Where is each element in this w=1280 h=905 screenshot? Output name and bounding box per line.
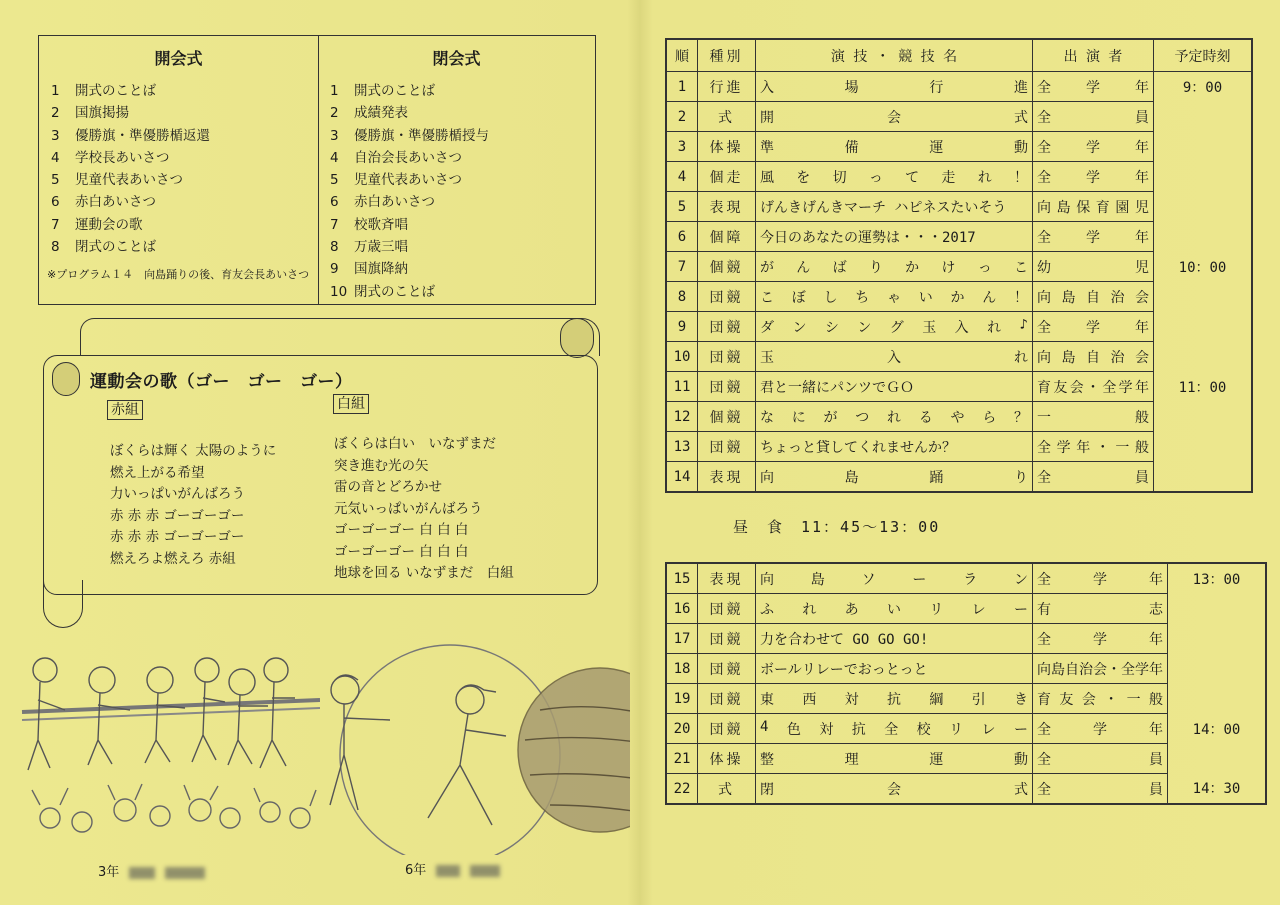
row-number: 19 <box>666 684 698 714</box>
opening-ceremony <box>39 36 319 304</box>
schedule-row <box>666 624 1266 654</box>
redacted-name <box>165 867 205 879</box>
item-text: 児童代表あいさつ <box>75 172 183 189</box>
item-number: 6 <box>51 194 60 211</box>
row-number: 10 <box>666 342 698 372</box>
song-title: 運動会の歌（ゴー ゴー ゴー） <box>90 372 353 392</box>
row-performer: 向 島 保 育 園 児 <box>1033 192 1154 222</box>
schedule-row <box>666 372 1252 402</box>
row-performer: 向 島 自 治 会 <box>1033 282 1154 312</box>
closing-ceremony <box>318 36 595 304</box>
row-type: 表現 <box>698 462 756 493</box>
item-number: 4 <box>51 149 60 166</box>
row-program: ダ ン シ ン グ 玉 入 れ ♪ <box>756 312 1033 342</box>
row-number: 12 <box>666 402 698 432</box>
row-time <box>1168 594 1267 624</box>
schedule-row <box>666 774 1266 805</box>
row-type: 団競 <box>698 432 756 462</box>
lyric-line: 雷の音とどろかせ <box>334 479 442 495</box>
row-program: 今日のあなたの運勢は・・・2017 <box>756 222 1033 252</box>
row-number: 18 <box>666 654 698 684</box>
schedule-row <box>666 563 1266 594</box>
schedule-row <box>666 132 1252 162</box>
opening-item <box>51 236 210 258</box>
row-type: 個競 <box>698 402 756 432</box>
item-text: 開式のことば <box>354 83 435 99</box>
row-performer: 育 友 会 ・ 一 般 <box>1033 684 1168 714</box>
row-program: 向 島 ソ ー ラ ン <box>756 563 1033 594</box>
grade-label-6: 6年 <box>405 863 427 878</box>
lyric-line: ぼくらは白い いなずまだ <box>334 436 496 452</box>
row-number: 13 <box>666 432 698 462</box>
row-number: 21 <box>666 744 698 774</box>
row-type: 団競 <box>698 282 756 312</box>
row-time: 9：00 <box>1154 72 1253 102</box>
row-performer: 全 学 年 <box>1033 714 1168 744</box>
item-text: 運動会の歌 <box>75 216 143 233</box>
row-number: 2 <box>666 102 698 132</box>
row-program: 風 を 切 っ て 走 れ ！ <box>756 162 1033 192</box>
schedule-row <box>666 744 1266 774</box>
schedule-row <box>666 714 1266 744</box>
schedule-row <box>666 654 1266 684</box>
row-performer: 向 島 自 治 会 <box>1033 342 1154 372</box>
item-text: 成績発表 <box>354 105 408 122</box>
row-number: 11 <box>666 372 698 402</box>
schedule-row <box>666 192 1252 222</box>
row-type: 団競 <box>698 624 756 654</box>
row-type: 体操 <box>698 744 756 774</box>
row-type: 行進 <box>698 72 756 102</box>
tug-of-war-drawing <box>20 640 320 860</box>
item-text: 万歳三唱 <box>354 239 408 256</box>
white-team-lyrics <box>334 434 514 585</box>
row-performer: 全 学 年 <box>1033 72 1154 102</box>
red-team-lyrics <box>110 441 276 570</box>
row-performer: 全 学 年 <box>1033 563 1168 594</box>
row-number: 22 <box>666 774 698 805</box>
row-type: 団競 <box>698 684 756 714</box>
item-number: 1 <box>51 83 60 99</box>
row-number: 15 <box>666 563 698 594</box>
row-type: 個競 <box>698 252 756 282</box>
schedule-row <box>666 102 1252 132</box>
lyric-line: 燃え上がる希望 <box>110 464 205 481</box>
row-number: 17 <box>666 624 698 654</box>
row-number: 3 <box>666 132 698 162</box>
item-number: 2 <box>330 105 339 122</box>
row-time <box>1154 312 1253 342</box>
item-number: 8 <box>51 239 60 256</box>
row-performer: 全 学 年 <box>1033 312 1154 342</box>
header-performer: 出 演 者 <box>1033 39 1154 72</box>
scroll-top-edge <box>80 318 600 356</box>
item-text: 優勝旗・準優勝楯授与 <box>354 127 489 144</box>
grade-label-3: 3年 <box>98 865 120 880</box>
item-number: 9 <box>330 261 339 278</box>
row-performer: 全 学 年 ・ 一 般 <box>1033 432 1154 462</box>
row-program: な に が つ れ る や ら ？ <box>756 402 1033 432</box>
schedule-row <box>666 312 1252 342</box>
item-number: 10 <box>330 283 348 300</box>
row-time <box>1168 624 1267 654</box>
item-text: 赤白あいさつ <box>354 194 435 211</box>
lyric-line: ぼくらは輝く 太陽のように <box>110 443 277 459</box>
closing-item <box>330 214 489 236</box>
item-number: 7 <box>330 216 339 233</box>
scroll-bottom-roll <box>43 580 83 628</box>
lunch-break: 昼 食 11：45〜13：00 <box>733 518 941 536</box>
opening-title: 開会式 <box>154 49 203 68</box>
row-time: 11：00 <box>1154 372 1253 402</box>
lyric-line: 燃えろよ燃えろ 赤組 <box>110 550 236 567</box>
row-performer: 全 員 <box>1033 744 1168 774</box>
scroll-curl-right <box>560 318 594 358</box>
row-program: ふ れ あ い リ レ ー <box>756 594 1033 624</box>
row-number: 4 <box>666 162 698 192</box>
closing-title: 閉会式 <box>432 49 481 68</box>
row-program: ちょっと貸してくれませんか？ <box>756 432 1033 462</box>
row-time <box>1154 162 1253 192</box>
row-program: 整 理 運 動 <box>756 744 1033 774</box>
afternoon-schedule-table <box>665 562 1267 805</box>
schedule-row <box>666 342 1252 372</box>
item-number: 3 <box>51 127 60 144</box>
opening-item <box>51 125 210 147</box>
row-program: 力を合わせて GO GO GO! <box>756 624 1033 654</box>
opening-item <box>51 191 210 213</box>
row-time: 13：00 <box>1168 563 1267 594</box>
row-time <box>1154 402 1253 432</box>
opening-item <box>51 80 210 102</box>
opening-item <box>51 214 210 236</box>
row-time <box>1154 462 1253 493</box>
header-program: 演 技 ・ 競 技 名 <box>756 39 1033 72</box>
row-time <box>1168 684 1267 714</box>
schedule-row <box>666 282 1252 312</box>
row-time <box>1154 222 1253 252</box>
schedule-row <box>666 462 1252 493</box>
schedule-row <box>666 594 1266 624</box>
item-number: 5 <box>330 172 339 189</box>
item-text: 閉式のことば <box>354 283 435 300</box>
row-time <box>1154 192 1253 222</box>
lyric-line: 元気いっぱいがんばろう <box>334 500 483 517</box>
item-text: 児童代表あいさつ <box>354 172 462 189</box>
row-time <box>1168 744 1267 774</box>
row-number: 7 <box>666 252 698 282</box>
lyric-line: 赤 赤 赤 ゴーゴーゴー <box>110 529 245 545</box>
item-number: 2 <box>51 105 60 122</box>
row-type: 個障 <box>698 222 756 252</box>
lyric-line: ゴーゴーゴー 白 白 白 <box>334 543 469 560</box>
item-number: 4 <box>330 149 339 166</box>
schedule-row <box>666 402 1252 432</box>
lyric-line: 地球を回る いなずまだ 白組 <box>334 565 514 581</box>
row-number: 9 <box>666 312 698 342</box>
row-number: 16 <box>666 594 698 624</box>
row-program: 君と一緒にパンツでＧＯ <box>756 372 1033 402</box>
row-time <box>1154 432 1253 462</box>
row-program: 閉 会 式 <box>756 774 1033 805</box>
redacted-name <box>129 867 155 879</box>
row-performer: 全 学 年 <box>1033 132 1154 162</box>
row-performer: 全 員 <box>1033 774 1168 805</box>
row-performer: 全 学 年 <box>1033 162 1154 192</box>
row-performer: 一 般 <box>1033 402 1154 432</box>
row-type: 団競 <box>698 342 756 372</box>
schedule-row <box>666 72 1252 102</box>
lyric-line: ゴーゴーゴー 白 白 白 <box>334 522 469 538</box>
red-team-label: 赤組 <box>107 400 143 420</box>
opening-note: ※プログラム１４ 向島踊りの後、育友会長あいさつ <box>47 268 310 281</box>
row-program: ボールリレーでおっとっと <box>756 654 1033 684</box>
closing-item <box>330 125 489 147</box>
row-type: 表現 <box>698 563 756 594</box>
row-number: 20 <box>666 714 698 744</box>
row-type: 式 <box>698 102 756 132</box>
row-program: 4 色 対 抗 全 校 リ レ ー <box>756 714 1033 744</box>
header-time: 予定時刻 <box>1154 39 1253 72</box>
row-number: 8 <box>666 282 698 312</box>
drawing-caption-left <box>98 861 205 880</box>
row-performer: 全 員 <box>1033 102 1154 132</box>
row-program: 玉 入 れ <box>756 342 1033 372</box>
row-performer: 有 志 <box>1033 594 1168 624</box>
item-number: 3 <box>330 127 339 144</box>
big-ball-drawing <box>310 640 630 855</box>
row-performer: 向 島 自 治 会 ・ 全 学 年 <box>1033 654 1168 684</box>
item-text: 優勝旗・準優勝楯返還 <box>75 127 210 144</box>
row-program: 準 備 運 動 <box>756 132 1033 162</box>
schedule-row <box>666 432 1252 462</box>
closing-item <box>330 236 489 258</box>
opening-item <box>51 102 210 124</box>
row-time <box>1154 102 1253 132</box>
row-type: 団競 <box>698 312 756 342</box>
schedule-row <box>666 222 1252 252</box>
row-time <box>1154 132 1253 162</box>
item-text: 学校長あいさつ <box>75 149 170 166</box>
row-time: 14：30 <box>1168 774 1267 805</box>
lyric-line: 赤 赤 赤 ゴーゴーゴー <box>110 507 245 524</box>
row-number: 6 <box>666 222 698 252</box>
row-performer: 育 友 会 ・ 全 学 年 <box>1033 372 1154 402</box>
row-performer: 全 員 <box>1033 462 1154 493</box>
morning-schedule-table <box>665 38 1253 493</box>
item-text: 国旗掲揚 <box>75 105 129 122</box>
closing-item <box>330 80 489 102</box>
row-program: が ん ば り か け っ こ <box>756 252 1033 282</box>
item-number: 1 <box>330 83 339 99</box>
row-number: 14 <box>666 462 698 493</box>
row-type: 団競 <box>698 654 756 684</box>
schedule-row <box>666 684 1266 714</box>
row-time <box>1154 342 1253 372</box>
closing-item <box>330 258 489 280</box>
row-time <box>1168 654 1267 684</box>
opening-item <box>51 169 210 191</box>
row-performer: 全 学 年 <box>1033 222 1154 252</box>
lyric-line: 突き進む光の矢 <box>334 457 429 474</box>
closing-item <box>330 147 489 169</box>
header-num: 順 <box>666 39 698 72</box>
row-program: 開 会 式 <box>756 102 1033 132</box>
redacted-name <box>470 865 500 877</box>
closing-list <box>330 80 489 303</box>
row-program: こ ぼ し ち ゃ い か ん ！ <box>756 282 1033 312</box>
closing-item <box>330 169 489 191</box>
row-program: 向 島 踊 り <box>756 462 1033 493</box>
item-text: 開式のことば <box>75 83 156 99</box>
lyric-line: 力いっぱいがんばろう <box>110 486 245 502</box>
row-program: げんきげんきマーチ ハピネスたいそう <box>756 192 1033 222</box>
row-performer: 全 学 年 <box>1033 624 1168 654</box>
row-time: 10：00 <box>1154 252 1253 282</box>
row-number: 5 <box>666 192 698 222</box>
item-text: 国旗降納 <box>354 261 408 278</box>
closing-item <box>330 102 489 124</box>
row-type: 団競 <box>698 372 756 402</box>
row-program: 東 西 対 抗 綱 引 き <box>756 684 1033 714</box>
row-type: 式 <box>698 774 756 805</box>
schedule-header-row <box>666 39 1252 72</box>
item-number: 5 <box>51 172 60 189</box>
item-text: 赤白あいさつ <box>75 194 156 211</box>
row-number: 1 <box>666 72 698 102</box>
closing-item <box>330 191 489 213</box>
row-time: 14：00 <box>1168 714 1267 744</box>
schedule-row <box>666 252 1252 282</box>
item-number: 8 <box>330 239 339 256</box>
redacted-name <box>436 865 460 877</box>
row-type: 個走 <box>698 162 756 192</box>
opening-list <box>51 80 210 258</box>
ceremony-box <box>38 35 596 305</box>
row-time <box>1154 282 1253 312</box>
opening-item <box>51 147 210 169</box>
white-team-label: 白組 <box>333 394 369 414</box>
item-text: 校歌斉唱 <box>354 216 408 233</box>
item-number: 6 <box>330 194 339 211</box>
row-program: 入 場 行 進 <box>756 72 1033 102</box>
row-type: 表現 <box>698 192 756 222</box>
item-number: 7 <box>51 216 60 233</box>
row-type: 体操 <box>698 132 756 162</box>
item-text: 自治会長あいさつ <box>354 149 462 166</box>
row-type: 団競 <box>698 594 756 624</box>
row-type: 団競 <box>698 714 756 744</box>
scroll-curl-left <box>52 362 80 396</box>
item-text: 閉式のことば <box>75 239 156 256</box>
schedule-row <box>666 162 1252 192</box>
header-type: 種別 <box>698 39 756 72</box>
row-performer: 幼 児 <box>1033 252 1154 282</box>
closing-item <box>330 281 489 303</box>
drawing-caption-right <box>405 859 500 878</box>
